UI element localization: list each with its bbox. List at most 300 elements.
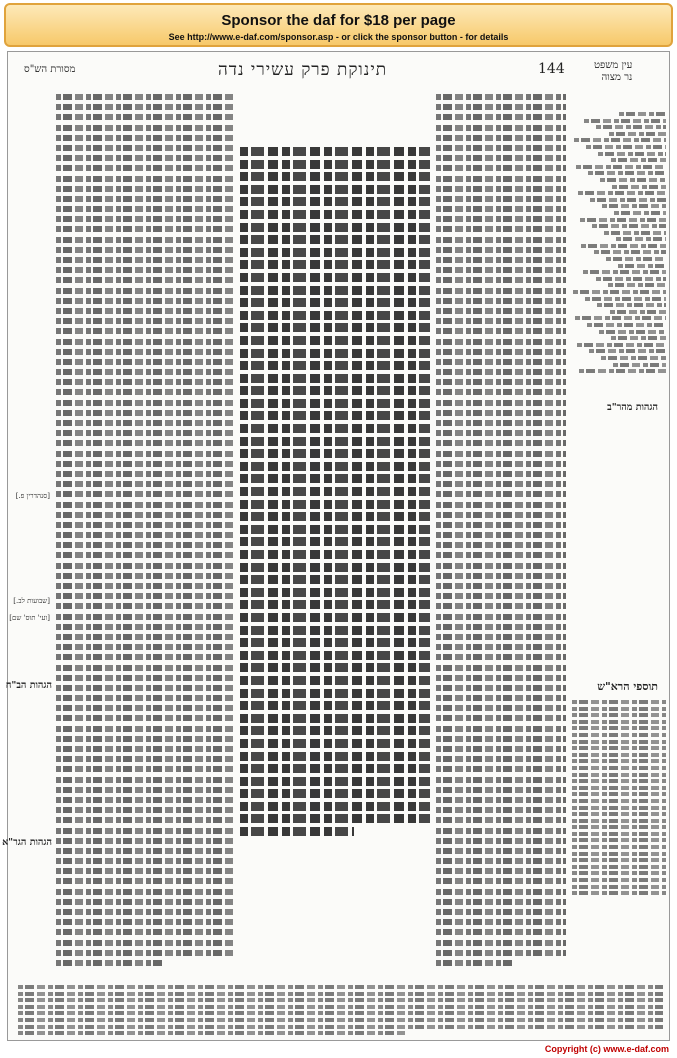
text-line <box>436 542 566 548</box>
sponsor-banner[interactable] <box>4 3 673 47</box>
text-line <box>240 588 430 597</box>
text-line <box>584 119 666 123</box>
text-line <box>572 773 666 777</box>
text-line <box>56 237 234 243</box>
text-line <box>436 858 566 864</box>
text-line <box>436 909 566 915</box>
text-line <box>18 998 663 1002</box>
text-line <box>56 216 234 222</box>
text-line <box>436 440 566 446</box>
text-line <box>240 537 430 546</box>
text-line <box>56 328 234 334</box>
text-line <box>56 288 234 294</box>
text-line <box>240 739 430 748</box>
text-line <box>436 878 566 884</box>
rashi-column <box>436 94 566 982</box>
tosfot-rosh-label: תוספי הרא"ש <box>597 680 658 693</box>
text-line <box>436 522 566 528</box>
text-line <box>56 736 234 742</box>
text-line <box>56 624 234 630</box>
text-line <box>599 330 666 334</box>
text-line <box>56 206 234 212</box>
text-line <box>56 685 234 691</box>
text-line <box>240 449 430 458</box>
text-line <box>572 891 666 895</box>
text-line <box>436 807 566 813</box>
text-line <box>56 695 234 701</box>
text-line <box>56 644 234 650</box>
text-line <box>436 756 566 762</box>
text-line <box>609 132 666 136</box>
text-line <box>56 889 234 895</box>
text-line <box>56 940 234 946</box>
text-line <box>56 817 234 823</box>
text-line <box>56 878 234 884</box>
text-line <box>240 626 430 635</box>
text-line <box>436 186 566 192</box>
text-line <box>436 410 566 416</box>
text-line <box>572 792 666 796</box>
text-line <box>436 766 566 772</box>
text-line <box>240 550 430 559</box>
text-line <box>583 270 666 274</box>
text-line <box>436 359 566 365</box>
text-line <box>619 112 666 116</box>
text-line <box>240 814 430 823</box>
text-line <box>436 339 566 345</box>
text-line <box>436 349 566 355</box>
text-line <box>56 909 234 915</box>
text-line <box>240 613 430 622</box>
text-line <box>56 94 234 100</box>
text-line <box>572 746 666 750</box>
text-line <box>240 500 430 509</box>
text-line <box>572 700 666 704</box>
text-line <box>576 165 666 169</box>
text-line <box>436 389 566 395</box>
text-line <box>240 248 430 257</box>
text-line <box>240 424 430 433</box>
text-line <box>56 532 234 538</box>
text-line <box>610 310 666 314</box>
text-line <box>618 264 666 268</box>
text-line <box>240 487 430 496</box>
text-line <box>572 786 666 790</box>
text-line <box>436 532 566 538</box>
text-line <box>600 178 666 182</box>
text-line <box>598 152 666 156</box>
text-line <box>602 204 666 208</box>
hagahot-gra-label: הגהות הגר"א <box>2 837 52 848</box>
text-line <box>572 713 666 717</box>
text-line <box>56 777 234 783</box>
text-line <box>436 125 566 131</box>
text-line <box>240 349 430 358</box>
text-line <box>18 985 663 989</box>
text-line <box>436 369 566 375</box>
text-line <box>436 298 566 304</box>
text-line <box>56 430 234 436</box>
text-line <box>436 746 566 752</box>
text-line <box>240 197 430 206</box>
text-line <box>436 400 566 406</box>
text-line <box>436 624 566 630</box>
text-line <box>56 104 234 110</box>
text-line <box>56 125 234 131</box>
text-line <box>572 852 666 856</box>
text-line <box>56 176 234 182</box>
text-line <box>436 552 566 558</box>
text-line <box>572 885 666 889</box>
text-line <box>572 878 666 882</box>
text-line <box>436 563 566 569</box>
text-line <box>592 224 666 228</box>
text-line <box>56 145 234 151</box>
text-line <box>572 766 666 770</box>
text-line <box>56 298 234 304</box>
text-line <box>436 919 566 925</box>
ein-mishpat-text <box>572 700 666 898</box>
text-line <box>56 400 234 406</box>
text-line <box>56 828 234 834</box>
gemara-column <box>240 147 430 843</box>
text-line <box>436 288 566 294</box>
text-line <box>240 374 430 383</box>
text-line <box>572 799 666 803</box>
text-line <box>436 104 566 110</box>
text-line <box>56 277 234 283</box>
text-line <box>56 379 234 385</box>
text-line <box>240 638 430 647</box>
masoret-hashas-label: מסורת הש"ס <box>24 64 76 75</box>
text-line <box>436 797 566 803</box>
text-line <box>436 196 566 202</box>
text-line <box>56 665 234 671</box>
text-line <box>240 235 430 244</box>
text-line <box>436 216 566 222</box>
text-line <box>436 593 566 599</box>
text-line <box>56 410 234 416</box>
text-line <box>240 260 430 269</box>
text-line <box>18 1011 663 1015</box>
text-line <box>572 779 666 783</box>
text-line <box>240 462 430 471</box>
ein-mishpat-label: עין משפט נר מצוה <box>594 60 633 83</box>
text-line <box>436 277 566 283</box>
hagahot-bach-label: הגהות הב"ח <box>5 680 52 691</box>
text-line <box>436 654 566 660</box>
text-line <box>436 114 566 120</box>
text-line <box>56 369 234 375</box>
text-line <box>436 828 566 834</box>
text-line <box>240 160 430 169</box>
text-line <box>436 675 566 681</box>
text-line <box>578 191 666 195</box>
text-line <box>436 634 566 640</box>
text-line <box>240 386 430 395</box>
margin-note-3: [ועי' תוס' שם] <box>9 614 50 622</box>
text-line <box>240 323 430 332</box>
text-line <box>436 950 566 956</box>
margin-note-2: [שבועות לב.] <box>13 597 50 605</box>
text-line <box>572 759 666 763</box>
text-line <box>572 753 666 757</box>
text-line <box>56 226 234 232</box>
text-line <box>56 766 234 772</box>
text-line <box>436 481 566 487</box>
text-line <box>56 838 234 844</box>
text-line <box>436 308 566 314</box>
text-line <box>436 614 566 620</box>
text-line <box>56 247 234 253</box>
text-line <box>572 733 666 737</box>
text-line <box>240 726 430 735</box>
text-line <box>56 715 234 721</box>
text-line <box>240 336 430 345</box>
text-line <box>575 316 666 320</box>
text-line <box>572 720 666 724</box>
text-line <box>436 685 566 691</box>
text-line <box>436 715 566 721</box>
text-line <box>572 812 666 816</box>
text-line <box>436 695 566 701</box>
text-line <box>436 736 566 742</box>
text-line <box>601 356 666 360</box>
text-line <box>436 328 566 334</box>
text-line <box>436 155 566 161</box>
copyright-footer: Copyright (c) www.e-daf.com <box>544 1044 669 1054</box>
text-line <box>436 940 566 946</box>
text-line <box>56 807 234 813</box>
text-line <box>56 481 234 487</box>
text-line <box>436 512 566 518</box>
text-line <box>240 701 430 710</box>
text-line <box>574 138 666 142</box>
text-line <box>240 512 430 521</box>
text-line <box>436 471 566 477</box>
text-line <box>436 267 566 273</box>
text-line <box>240 298 430 307</box>
tosfot-column <box>56 94 234 982</box>
text-line <box>611 158 666 162</box>
text-line <box>611 336 666 340</box>
text-line <box>56 654 234 660</box>
text-line <box>56 868 234 874</box>
text-line <box>56 522 234 528</box>
text-line <box>56 797 234 803</box>
text-line <box>56 155 234 161</box>
text-line <box>56 267 234 273</box>
text-line <box>436 899 566 905</box>
text-line <box>606 257 666 261</box>
text-line <box>56 114 234 120</box>
text-line <box>572 832 666 836</box>
text-line <box>436 165 566 171</box>
text-line <box>597 303 666 307</box>
text-line <box>56 196 234 202</box>
text-line <box>240 777 430 786</box>
text-line <box>587 323 666 327</box>
text-line <box>436 206 566 212</box>
text-line <box>436 135 566 141</box>
page-title: תינוקת פרק עשירי נדה <box>218 60 388 80</box>
text-line <box>56 899 234 905</box>
text-line <box>18 1018 663 1022</box>
text-line <box>56 573 234 579</box>
text-line <box>240 525 430 534</box>
text-line <box>56 583 234 589</box>
text-line <box>56 603 234 609</box>
text-line <box>18 992 663 996</box>
text-line <box>56 919 234 925</box>
text-line <box>436 889 566 895</box>
hagahot-label: הגהות מהר"ב <box>607 402 658 413</box>
text-line <box>240 676 430 685</box>
text-line <box>572 707 666 711</box>
text-line <box>436 848 566 854</box>
text-line <box>436 430 566 436</box>
text-line <box>56 726 234 732</box>
text-line <box>56 542 234 548</box>
text-line <box>56 359 234 365</box>
text-line <box>56 929 234 935</box>
text-line <box>240 437 430 446</box>
text-line <box>588 171 666 175</box>
text-line <box>240 474 430 483</box>
text-line <box>56 349 234 355</box>
text-line <box>436 817 566 823</box>
text-line <box>56 135 234 141</box>
text-line <box>616 237 666 241</box>
text-line <box>572 838 666 842</box>
text-line <box>240 663 430 672</box>
text-line <box>436 665 566 671</box>
text-line <box>240 223 430 232</box>
text-line <box>436 726 566 732</box>
text-line <box>590 198 666 202</box>
right-margin-column <box>572 92 666 912</box>
text-line <box>56 389 234 395</box>
text-line <box>56 339 234 345</box>
text-line <box>18 1025 663 1029</box>
text-line <box>240 361 430 370</box>
text-line <box>436 226 566 232</box>
text-line <box>240 575 430 584</box>
text-line <box>613 363 666 367</box>
text-line <box>240 185 430 194</box>
text-line <box>436 491 566 497</box>
text-line <box>56 563 234 569</box>
text-line <box>614 211 666 215</box>
sponsor-subtitle: See http://www.e-daf.com/sponsor.asp - or click the sponsor button - for details <box>168 32 509 42</box>
text-line <box>573 290 666 294</box>
text-line <box>436 705 566 711</box>
text-line <box>436 461 566 467</box>
text-line <box>436 379 566 385</box>
text-line <box>589 349 666 353</box>
text-line <box>240 802 430 811</box>
text-line <box>436 451 566 457</box>
text-line <box>436 787 566 793</box>
text-line <box>56 858 234 864</box>
text-line <box>604 231 666 235</box>
text-line <box>240 752 430 761</box>
bottom-commentary <box>18 985 663 1037</box>
text-line <box>436 176 566 182</box>
text-line <box>596 125 666 129</box>
text-line <box>56 705 234 711</box>
page-number: 144 <box>538 61 565 77</box>
text-line <box>56 593 234 599</box>
text-line <box>240 714 430 723</box>
text-line <box>572 806 666 810</box>
text-line <box>240 399 430 408</box>
text-line <box>436 502 566 508</box>
text-line <box>240 273 430 282</box>
text-line <box>56 420 234 426</box>
text-line <box>240 411 430 420</box>
text-line <box>56 512 234 518</box>
text-line <box>56 308 234 314</box>
text-line <box>56 502 234 508</box>
text-line <box>572 871 666 875</box>
text-line <box>56 451 234 457</box>
text-line <box>56 257 234 263</box>
text-line <box>18 1031 405 1035</box>
text-line <box>436 94 566 100</box>
text-line <box>572 740 666 744</box>
text-line <box>572 726 666 730</box>
text-line <box>56 634 234 640</box>
text-line <box>56 614 234 620</box>
text-line <box>240 689 430 698</box>
text-line <box>436 583 566 589</box>
text-line <box>572 825 666 829</box>
text-line <box>56 960 163 966</box>
text-line <box>56 552 234 558</box>
text-line <box>596 277 667 281</box>
text-line <box>56 440 234 446</box>
text-line <box>56 165 234 171</box>
text-line <box>56 471 234 477</box>
text-line <box>436 257 566 263</box>
text-line <box>56 787 234 793</box>
text-line <box>572 865 666 869</box>
text-line <box>580 218 666 222</box>
text-line <box>56 675 234 681</box>
text-line <box>585 297 666 301</box>
ein-mishpat-text <box>572 112 666 376</box>
text-line <box>240 147 430 156</box>
text-line <box>56 746 234 752</box>
text-line <box>240 172 430 181</box>
text-line <box>572 845 666 849</box>
text-line <box>240 600 430 609</box>
text-line <box>586 145 666 149</box>
text-line <box>572 858 666 862</box>
text-line <box>240 789 430 798</box>
text-line <box>56 756 234 762</box>
text-line <box>240 563 430 572</box>
text-line <box>436 145 566 151</box>
text-line <box>56 950 234 956</box>
text-line <box>608 283 666 287</box>
text-line <box>579 369 666 373</box>
text-line <box>572 819 666 823</box>
text-line <box>436 318 566 324</box>
talmud-page <box>2 51 670 1041</box>
text-line <box>240 827 354 836</box>
